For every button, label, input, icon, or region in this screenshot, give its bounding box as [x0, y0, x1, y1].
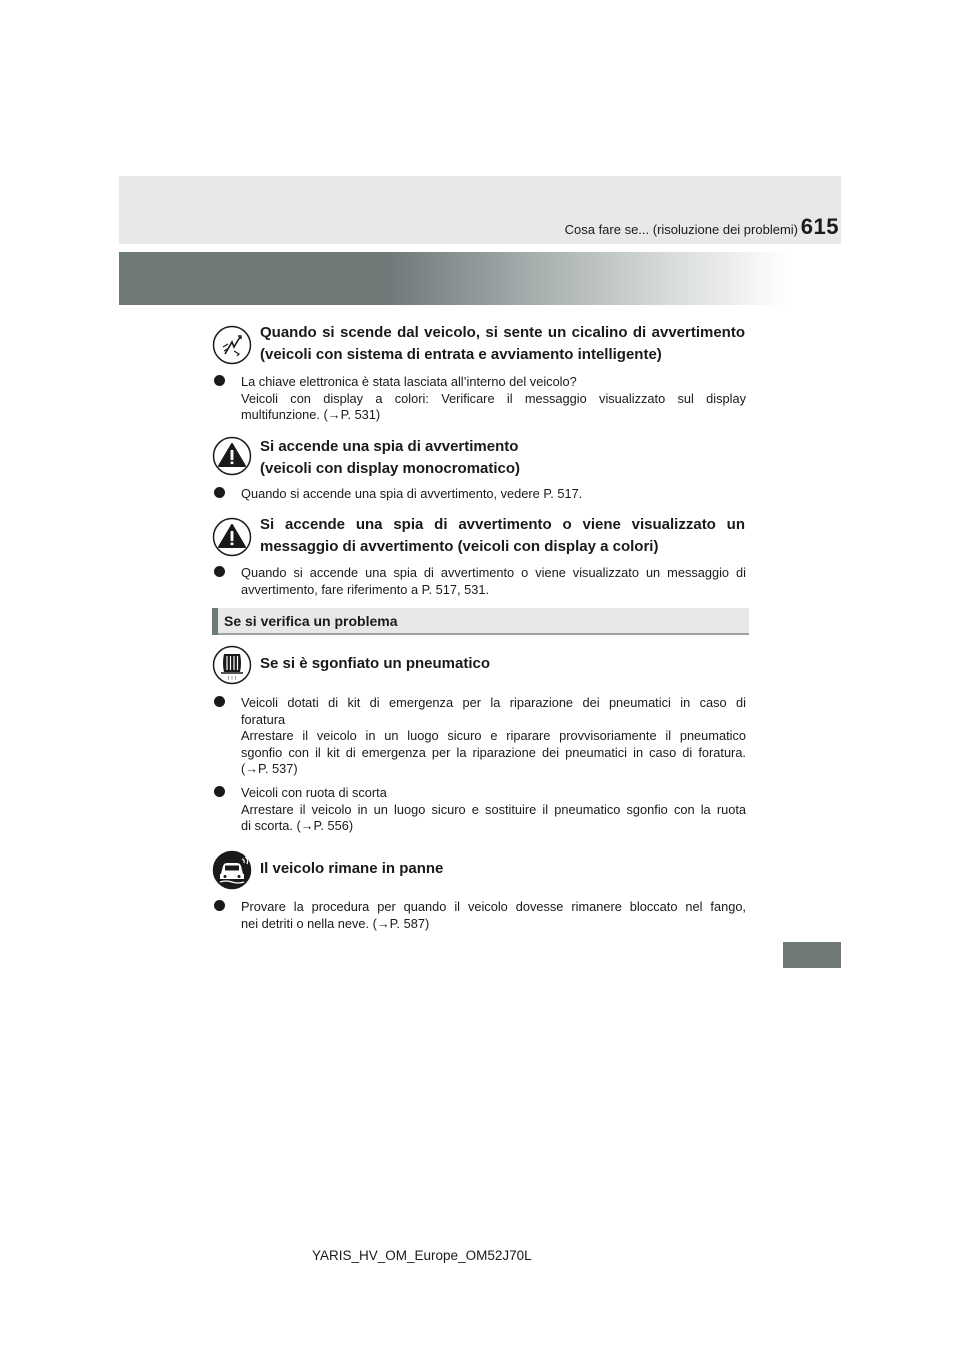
heading-warning-mono: Si accende una spia di avvertimento (veicoli con display monocromatico): [260, 438, 521, 477]
bullet-icon: [214, 375, 225, 386]
list-item: Quando si accende una spia di avvertimento o viene visualizzato un messaggio di avvertimento, fare riferimento a P. 517, 531.: [214, 565, 746, 598]
bullet-icon: [214, 487, 225, 498]
list-item: Veicoli con ruota di scorta Arrestare il veicolo in un luogo sicuro e sostituire il pneumatico sgonfio con la ruota di scorta. (→P. 556): [214, 785, 746, 835]
heading-beeper: Quando si scende dal veicolo, si sente un cicalino di avvertimento (veicoli con sistema di entrata e avviamento intelligente): [260, 324, 745, 363]
chapter-tab: [783, 942, 841, 968]
warning-triangle-icon: [212, 436, 252, 476]
section-heading-text: Se si verifica un problema: [224, 613, 398, 629]
bullet-icon: [214, 900, 225, 911]
heading-flat-tire: Se si è sgonfiato un pneumatico: [260, 655, 491, 672]
page-number: 615: [800, 214, 839, 239]
bullet-icon: [214, 696, 225, 707]
stuck-car-icon: [212, 850, 252, 890]
warning-triangle-icon: [212, 517, 252, 557]
chapter-band: [119, 252, 789, 305]
list-item: La chiave elettronica è stata lasciata all’interno del veicolo? Veicoli con display a colori: Verificare il messaggio visualizzato sul display multifunzione. (→P. 531): [214, 374, 746, 424]
chapter-title: Cosa fare se... (risoluzione dei problemi): [564, 222, 798, 237]
section-heading-bar: [212, 608, 218, 635]
section-heading: [212, 608, 749, 635]
heading-stuck-vehicle: Il veicolo rimane in panne: [260, 860, 444, 877]
document-code: YARIS_HV_OM_Europe_OM52J70L: [312, 1248, 532, 1263]
list-item: Quando si accende una spia di avvertimento, vedere P. 517.: [214, 486, 746, 503]
flat-tire-icon: [212, 645, 252, 685]
list-item: Veicoli dotati di kit di emergenza per la riparazione dei pneumatici in caso di foratura Arrestare il veicolo in un luogo sicuro e riparare provvisoriamente il pneumatico sgonfio con il kit di emergenza per la riparazione dei pneumatici in caso di foratura. (→P. 537): [214, 695, 746, 778]
bullet-icon: [214, 566, 225, 577]
svg-text:! ! !: ! ! !: [227, 676, 237, 682]
key-warning-icon: [212, 325, 252, 365]
bullet-icon: [214, 786, 225, 797]
list-item: Provare la procedura per quando il veicolo dovesse rimanere bloccato nel fango, nei detriti o nella neve. (→P. 587): [214, 899, 746, 932]
heading-warning-color: Si accende una spia di avvertimento o viene visualizzato un messaggio di avvertimento (veicoli con display a colori): [260, 516, 745, 555]
